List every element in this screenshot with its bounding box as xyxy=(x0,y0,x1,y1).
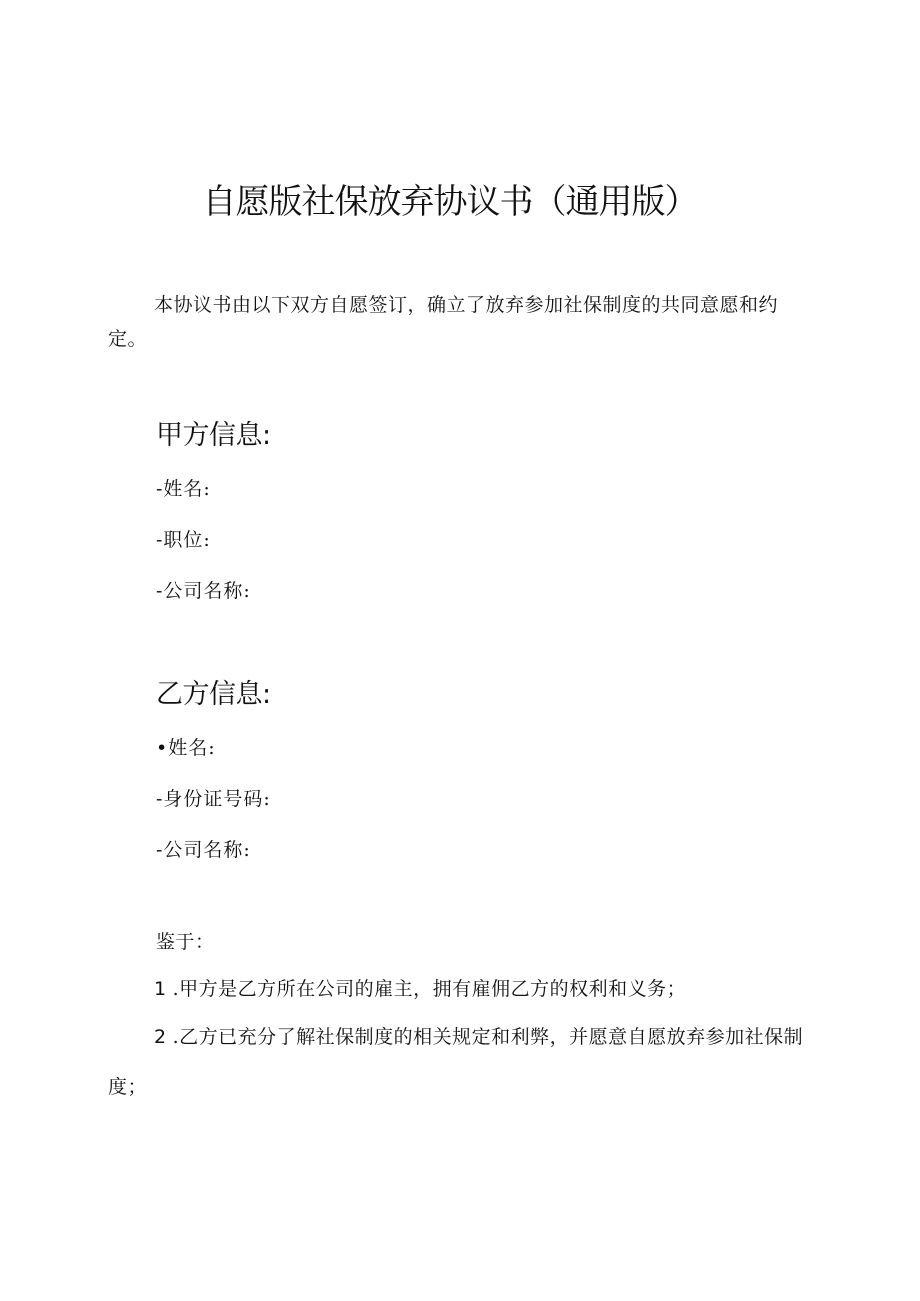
party-a-position-field: -职位: xyxy=(156,529,211,551)
party-a-company-field: -公司名称: xyxy=(156,580,251,602)
whereas-item-2-text: .乙方已充分了解社保制度的相关规定和利弊，并愿意自愿放弃参加社保制度； xyxy=(108,1026,804,1098)
party-b-name-field: •姓名: xyxy=(156,737,216,759)
party-a-heading: 甲方信息: xyxy=(156,420,271,451)
party-b-heading: 乙方信息: xyxy=(156,679,271,710)
party-b-id-field: -身份证号码: xyxy=(156,788,271,810)
whereas-item-1-number: 1 xyxy=(154,978,167,1000)
whereas-item-1 xyxy=(108,964,808,1014)
whereas-item-2 xyxy=(108,1012,808,1112)
whereas-item-2-number: 2 xyxy=(154,1026,167,1048)
party-a-name-field: -姓名: xyxy=(156,478,211,500)
whereas-heading: 鉴于： xyxy=(156,931,215,953)
whereas-item-1-text: .甲方是乙方所在公司的雇主，拥有雇佣乙方的权利和义务； xyxy=(172,978,687,1000)
party-b-company-field: -公司名称: xyxy=(156,839,251,861)
intro-paragraph: 本协议书由以下双方自愿签订，确立了放弃参加社保制度的共同意愿和约定。 xyxy=(108,294,779,350)
document-title: 自愿版社保放弃协议书（通用版） xyxy=(202,182,698,222)
